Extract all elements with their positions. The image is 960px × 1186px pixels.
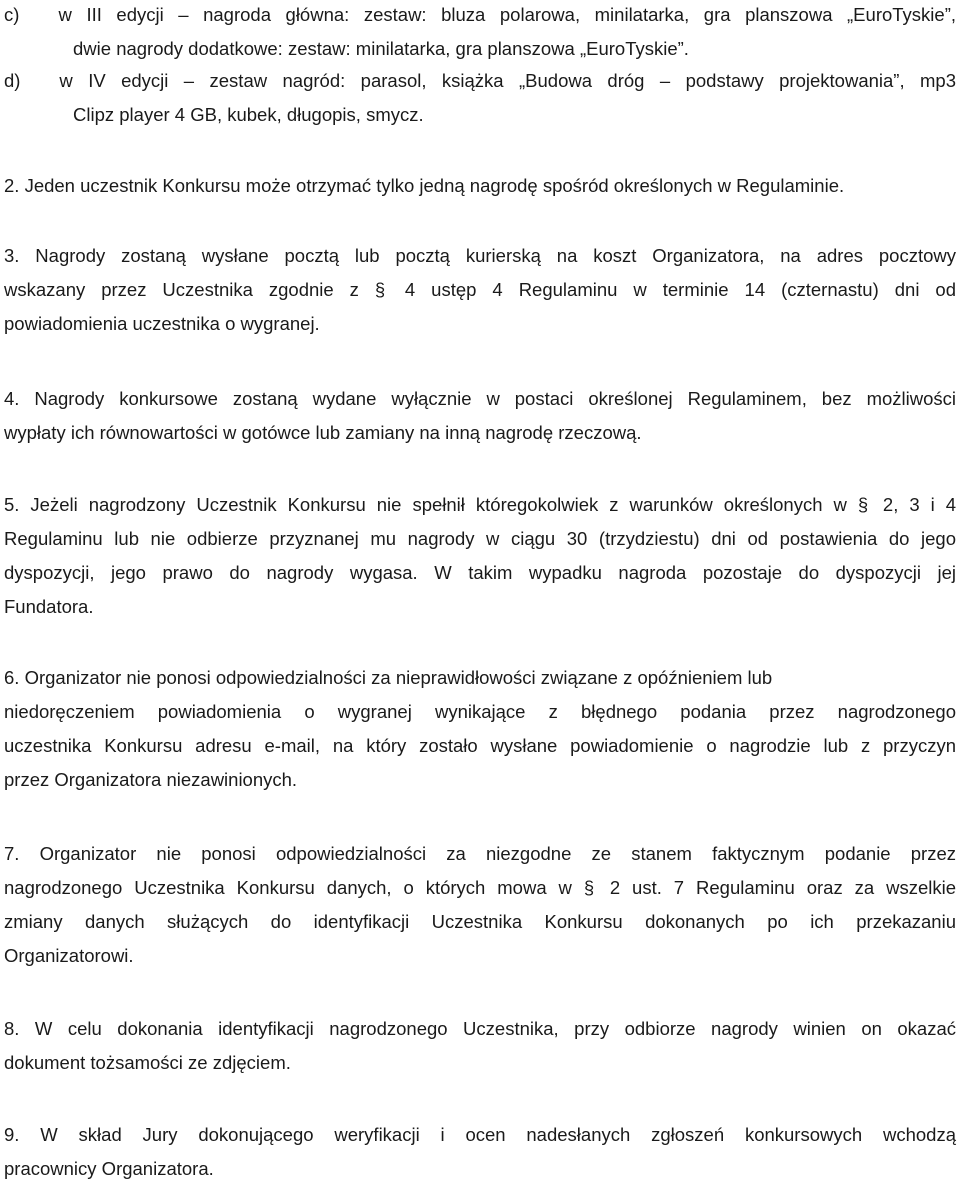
section-sign: § [857,494,869,515]
paragraph-7-line-2a: nagrodzonego Uczestnika Konkursu danych, o których mowa w [4,877,572,898]
paragraph-4 [4,382,956,450]
list-item-d-line-1 [4,64,956,98]
paragraph-6-line-4: przez Organizatora niezawinionych. [4,769,298,790]
paragraph-3 [4,239,956,341]
paragraph-5-line-1a: 5. Jeżeli nagrodzony Uczestnik Konkursu nie spełnił któregokolwiek z warunków określonych w [4,494,847,515]
paragraph-4-line-1: 4. Nagrody konkursowe zostaną wydane wyłącznie w postaci określonej Regulaminem, bez możliwości [4,388,956,409]
paragraph-7-line-2 [4,871,956,905]
paragraph-9-line-1: 9. W skład Jury dokonującego weryfikacji i ocen nadesłanych zgłoszeń konkursowych wchodzą [4,1124,956,1145]
paragraph-7-line-1: 7. Organizator nie ponosi odpowiedzialności za niezgodne ze stanem faktycznym podanie przez [4,843,956,864]
list-item-c-line-2: dwie nagrody dodatkowe: zestaw: minilatarka, gra planszowa „EuroTyskie”. [73,38,689,59]
paragraph-5-line-3: dyspozycji, jego prawo do nagrody wygasa. W takim wypadku nagroda pozostaje do dyspozycji jej [4,562,956,583]
paragraph-6-line-1: 6. Organizator nie ponosi odpowiedzialności za nieprawidłowości związane z opóźnieniem lub [4,667,773,688]
paragraph-9 [4,1118,956,1186]
paragraph-8-line-2: dokument tożsamości ze zdjęciem. [4,1052,291,1073]
paragraph-5-line-2: Regulaminu lub nie odbierze przyznanej mu nagrody w ciągu 30 (trzydziestu) dni od postawienia do jego [4,528,956,549]
list-item-d [4,64,956,132]
list-item-d-label: d) [4,70,21,91]
paragraph-3-line-1: 3. Nagrody zostaną wysłane pocztą lub pocztą kurierską na koszt Organizatora, na adres pocztowy [4,245,956,266]
list-item-d-text-1: w IV edycji – zestaw nagród: parasol, książka „Budowa dróg – podstawy projektowania”, mp3 [59,70,957,91]
paragraph-3-line-2 [4,273,956,307]
paragraph-5-line-1 [4,488,956,522]
section-sign: § [374,279,386,300]
paragraph-8 [4,1012,956,1080]
paragraph-6 [4,661,956,797]
list-item-c-text-1: w III edycji – nagroda główna: zestaw: bluza polarowa, minilatarka, gra planszowa „EuroTyskie”, [58,4,956,25]
paragraph-3-line-2b: 4 ustęp 4 Regulaminu w terminie 14 (czternastu) dni od [404,279,956,300]
paragraph-5-line-1b: 2, 3 i 4 [882,494,957,515]
paragraph-7-line-4: Organizatorowi. [4,945,134,966]
paragraph-4-line-2: wypłaty ich równowartości w gotówce lub zamiany na inną nagrodę rzeczową. [4,422,642,443]
paragraph-8-line-1: 8. W celu dokonania identyfikacji nagrodzonego Uczestnika, przy odbiorze nagrody winien on okazać [4,1018,956,1039]
paragraph-3-line-3: powiadomienia uczestnika o wygranej. [4,313,320,334]
list-item-c-line-1 [4,0,956,32]
list-item-c [4,0,956,66]
paragraph-6-line-3: uczestnika Konkursu adresu e-mail, na który zostało wysłane powiadomienie o nagrodzie lub z przyczyn [4,735,956,756]
list-item-d-line-2: Clipz player 4 GB, kubek, długopis, smycz. [73,104,424,125]
paragraph-7-line-3: zmiany danych służących do identyfikacji Uczestnika Konkursu dokonanych po ich przekazaniu [4,911,956,932]
paragraph-5-line-4: Fundatora. [4,596,94,617]
list-item-c-label: c) [4,4,20,25]
section-sign: § [583,877,595,898]
paragraph-9-line-2: pracownicy Organizatora. [4,1158,214,1179]
paragraph-2-line-1: 2. Jeden uczestnik Konkursu może otrzymać tylko jedną nagrodę spośród określonych w Regulaminie. [4,175,845,196]
paragraph-7 [4,837,956,973]
paragraph-7-line-2b: 2 ust. 7 Regulaminu oraz za wszelkie [609,877,957,898]
paragraph-2 [4,169,956,203]
paragraph-6-line-2: niedoręczeniem powiadomienia o wygranej wynikające z błędnego podania przez nagrodzonego [4,701,956,722]
paragraph-5 [4,488,956,624]
paragraph-3-line-2a: wskazany przez Uczestnika zgodnie z [4,279,359,300]
